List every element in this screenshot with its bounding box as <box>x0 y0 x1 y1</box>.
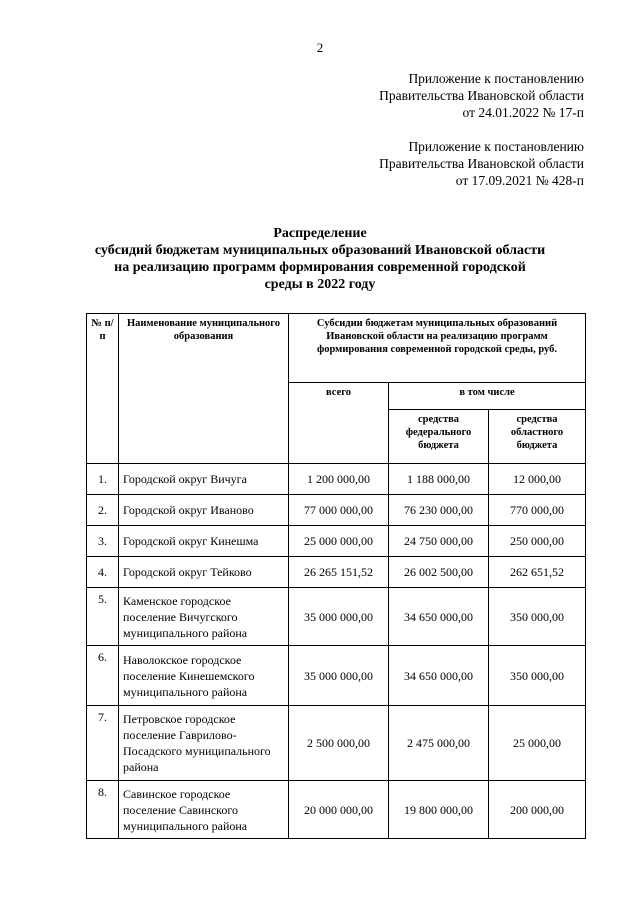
approval-block-original <box>379 138 584 189</box>
federal-value: 34 650 000,00 <box>389 646 489 706</box>
regional-value: 350 000,00 <box>489 588 586 646</box>
federal-value: 19 800 000,00 <box>389 781 489 839</box>
federal-value: 1 188 000,00 <box>389 464 489 495</box>
regional-value: 262 651,52 <box>489 557 586 588</box>
total-value: 35 000 000,00 <box>289 588 389 646</box>
federal-value: 26 002 500,00 <box>389 557 489 588</box>
header-num: № п/п <box>87 314 119 464</box>
row-number: 7. <box>87 706 119 781</box>
title-line: среды в 2022 году <box>264 277 376 292</box>
regional-value: 12 000,00 <box>489 464 586 495</box>
table-row <box>87 646 586 706</box>
row-number: 4. <box>87 557 119 588</box>
table-row <box>87 464 586 495</box>
approval-block-current <box>379 70 584 121</box>
regional-value: 250 000,00 <box>489 526 586 557</box>
total-value: 77 000 000,00 <box>289 495 389 526</box>
row-number: 3. <box>87 526 119 557</box>
federal-value: 2 475 000,00 <box>389 706 489 781</box>
municipality-name: Городской округ Иваново <box>119 495 289 526</box>
title-line: субсидий бюджетам муниципальных образований Ивановской области <box>94 243 546 258</box>
approval-line: от 17.09.2021 № 428-п <box>455 173 584 188</box>
row-number: 5. <box>87 588 119 646</box>
table-row <box>87 526 586 557</box>
header-including: в том числе <box>389 383 586 410</box>
total-value: 20 000 000,00 <box>289 781 389 839</box>
approval-line: Приложение к постановлению <box>408 139 584 154</box>
subsidy-distribution-table <box>86 313 586 839</box>
approval-line: Правительства Ивановской области <box>379 88 584 103</box>
header-regional: средства областного бюджета <box>489 410 586 464</box>
approval-line: от 24.01.2022 № 17-п <box>462 105 584 120</box>
approval-line: Правительства Ивановской области <box>379 156 584 171</box>
regional-value: 350 000,00 <box>489 646 586 706</box>
regional-value: 200 000,00 <box>489 781 586 839</box>
federal-value: 76 230 000,00 <box>389 495 489 526</box>
header-total: всего <box>289 383 389 464</box>
table-row <box>87 495 586 526</box>
header-federal: средства федерального бюджета <box>389 410 489 464</box>
table-row <box>87 588 586 646</box>
federal-value: 34 650 000,00 <box>389 588 489 646</box>
federal-value: 24 750 000,00 <box>389 526 489 557</box>
municipality-name: Савинское городское поселение Савинского муниципального района <box>119 781 289 839</box>
row-number: 2. <box>87 495 119 526</box>
approval-line: Приложение к постановлению <box>408 71 584 86</box>
municipality-name: Наволокское городское поселение Кинешемского муниципального района <box>119 646 289 706</box>
regional-value: 25 000,00 <box>489 706 586 781</box>
total-value: 26 265 151,52 <box>289 557 389 588</box>
header-subsidies: Субсидии бюджетам муниципальных образований Ивановской области на реализацию программ формирования современной городской среды, руб. <box>289 314 586 383</box>
header-name: Наименование муниципального образования <box>119 314 289 464</box>
municipality-name: Каменское городское поселение Вичугского муниципального района <box>119 588 289 646</box>
municipality-name: Городской округ Кинешма <box>119 526 289 557</box>
row-number: 1. <box>87 464 119 495</box>
page-number: 2 <box>316 40 324 55</box>
municipality-name: Городской округ Вичуга <box>119 464 289 495</box>
regional-value: 770 000,00 <box>489 495 586 526</box>
row-number: 8. <box>87 781 119 839</box>
municipality-name: Петровское городское поселение Гаврилово-Посадского муниципального района <box>119 706 289 781</box>
document-title <box>80 225 560 293</box>
total-value: 2 500 000,00 <box>289 706 389 781</box>
total-value: 35 000 000,00 <box>289 646 389 706</box>
title-line: Распределение <box>273 226 367 241</box>
table-row <box>87 781 586 839</box>
table-row <box>87 557 586 588</box>
row-number: 6. <box>87 646 119 706</box>
municipality-name: Городской округ Тейково <box>119 557 289 588</box>
total-value: 25 000 000,00 <box>289 526 389 557</box>
title-line: на реализацию программ формирования современной городской <box>114 260 526 275</box>
total-value: 1 200 000,00 <box>289 464 389 495</box>
table-row <box>87 706 586 781</box>
